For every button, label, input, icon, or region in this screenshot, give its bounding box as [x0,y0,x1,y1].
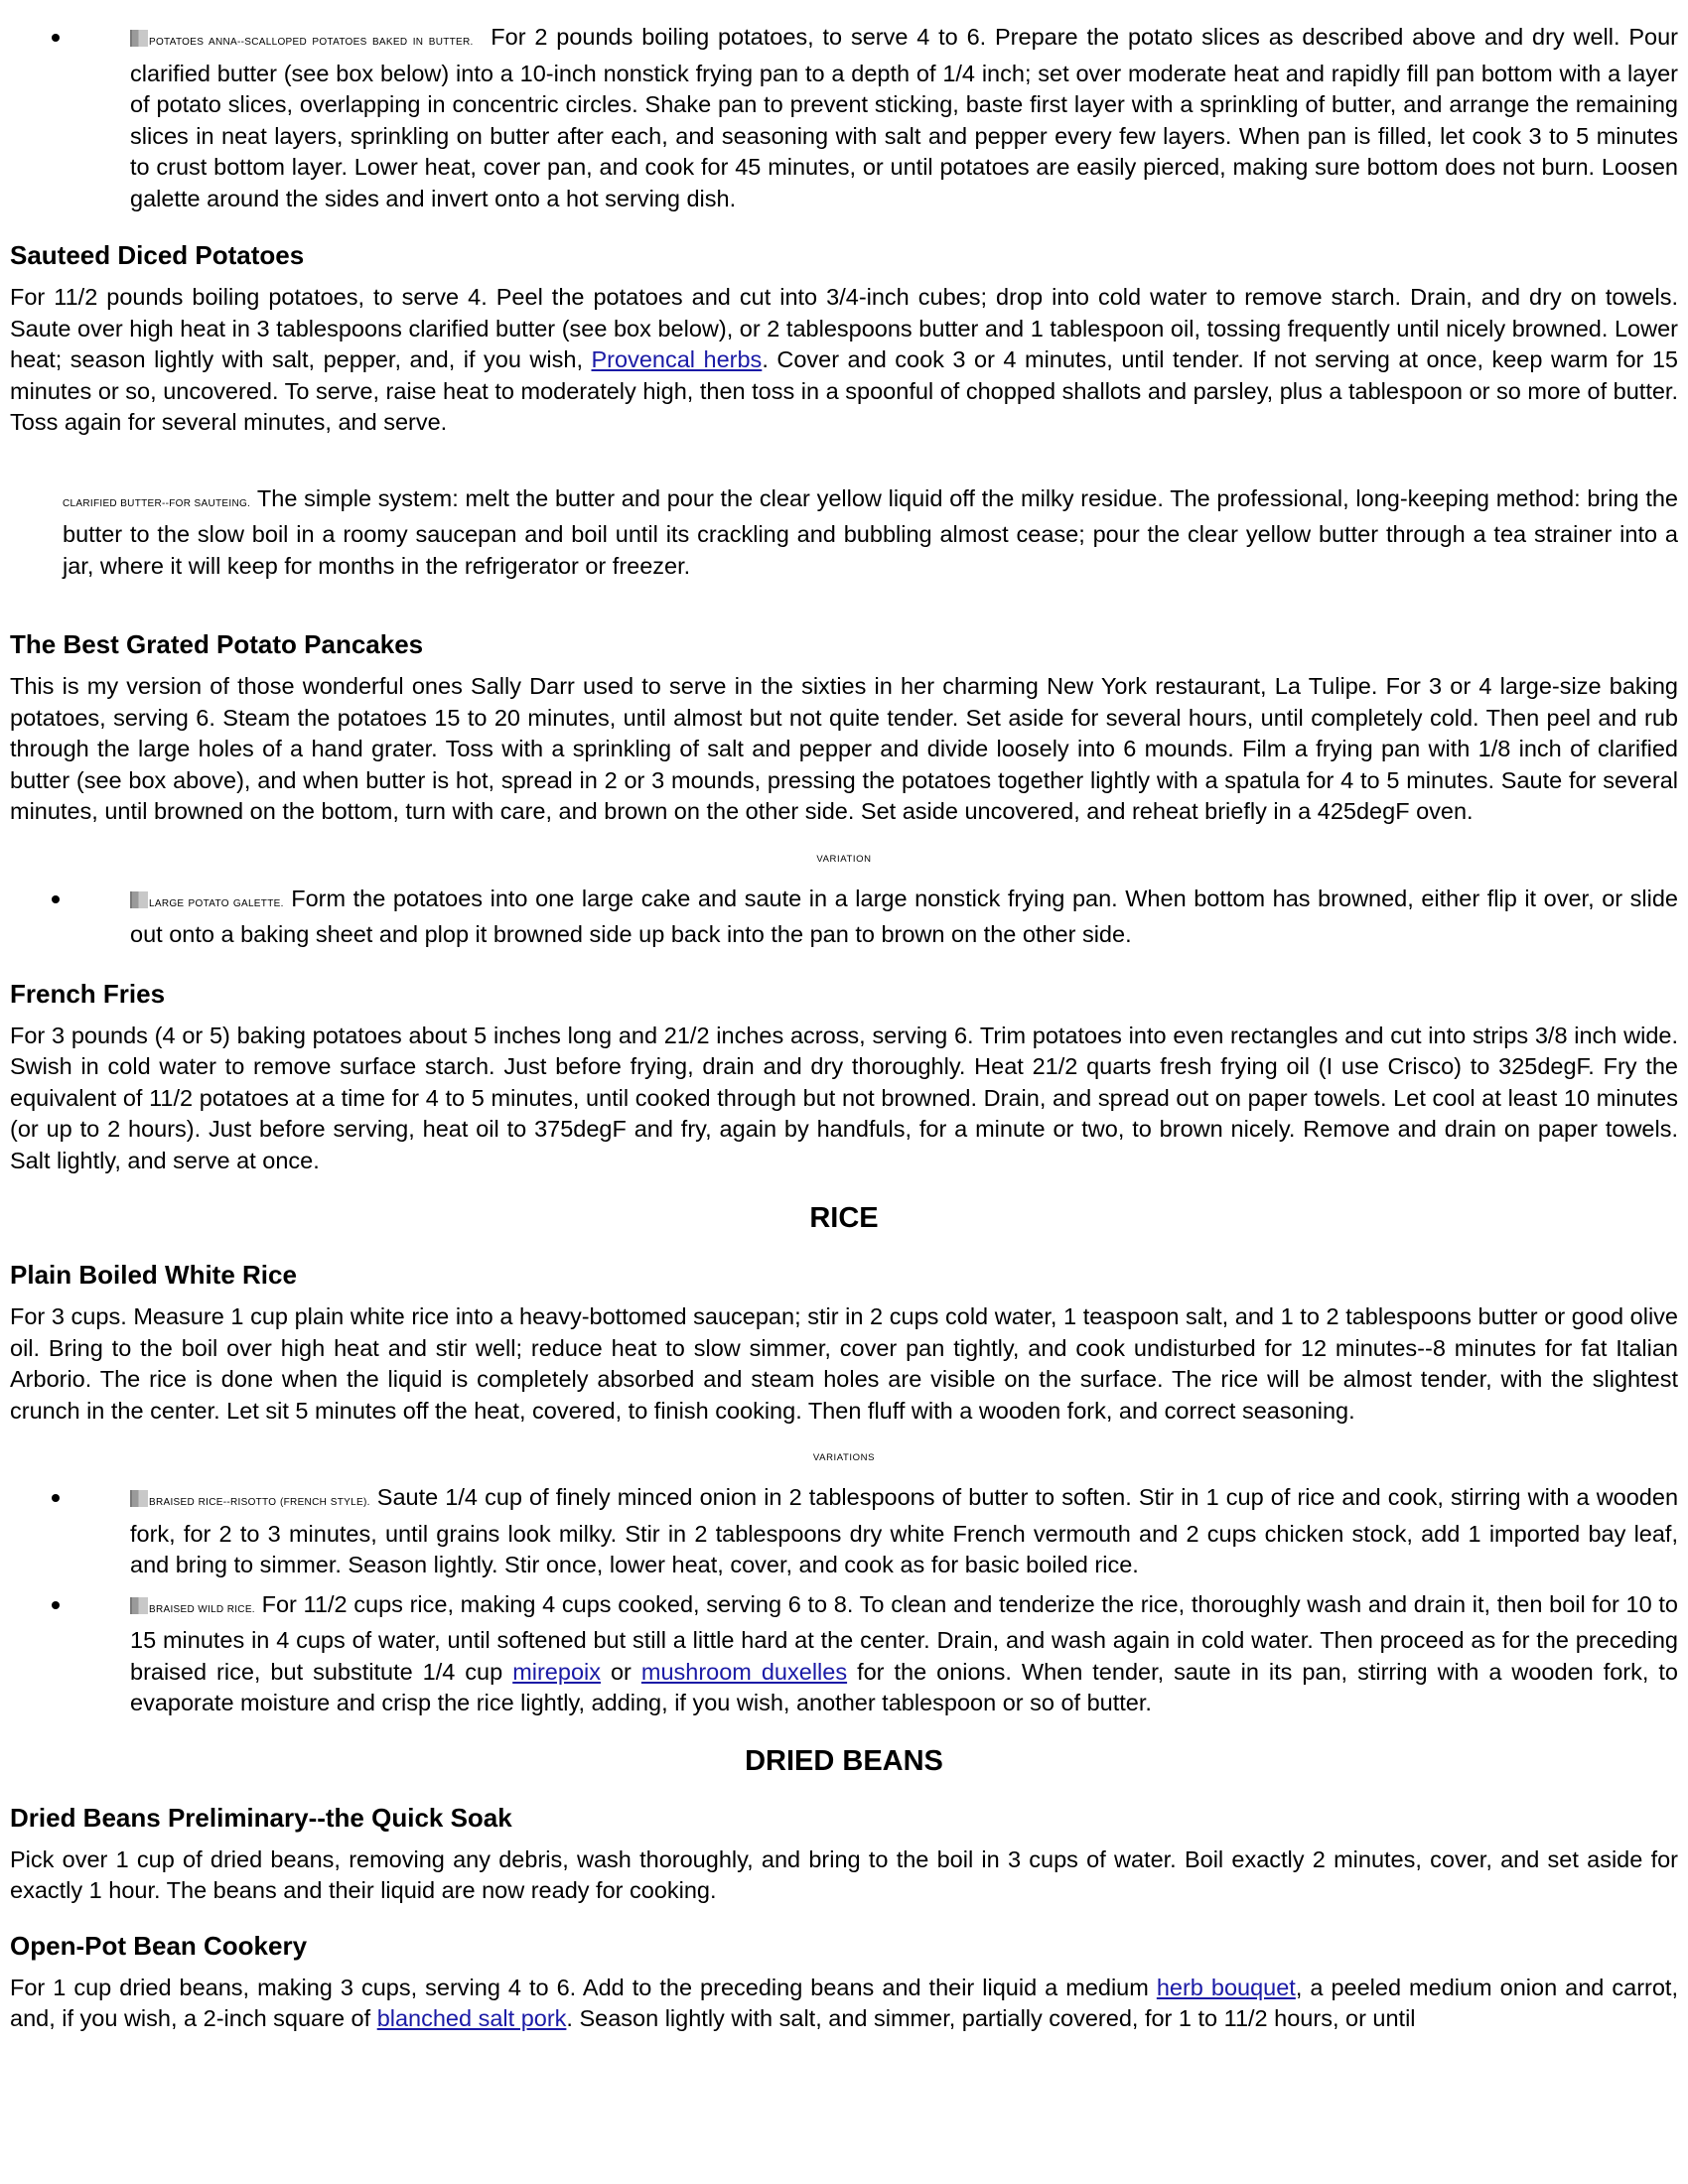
paragraph-text: Form the potatoes into one large cake and saute in a large nonstick frying pan. When bottom has browned, either flip it over, or slide out onto a baking sheet and plop it browned side up back into the pan to brown on the other side. [130,885,1678,947]
paragraph-text: The simple system: melt the butter and pour the clear yellow liquid off the milky residue. The professional, long-keeping method: bring the butter to the slow boil in a roomy saucepan and boil until its crackling and bubbling almost cease; pour the clear yellow butter through a tea strainer into a jar, where it will keep for months in the refrigerator or freezer. [63,484,1679,579]
paragraph-text: For 1 cup dried beans, making 3 cups, serving 4 to 6. Add to the preceding beans and their liquid a medium [10,1974,1149,2000]
paragraph-text: . Cover and cook 3 or 4 minutes, until tender. If not serving at once, keep warm for 15 minutes or so, uncovered. To serve, raise heat to moderately high, then toss in a spoonful of chopped shallots and parsley, plus a tablespoon or so more of butter. Toss again for several minutes, and serve. [10,346,1678,435]
section-heading: RICE [809,1202,879,1234]
mushroom-duxelles-link[interactable]: mushroom duxelles [640,1658,848,1685]
paragraph-text: For 11/2 pounds boiling potatoes, to serve 4. Peel the potatoes and cut into 3/4-inch cubes; drop into cold water to remove starch. Drain, and dry on towels. Saute over high heat in 3 tablespoons clarified butter (see box below), or 2 tablespoons butter and 1 tablespoon oil, tossing frequently until nicely browned. Lower heat; season lightly with salt, pepper, and, if you wish, [10,284,1678,372]
list-item [10,22,1678,214]
fries-paragraph: For 3 pounds (4 or 5) baking potatoes about 5 inches long and 21/2 inches across, serving 6. Trim potatoes into even rectangles and cut into strips 3/8 inch wide. Swish in cold water to remove surface starch. Just before frying, drain and dry thoroughly. Heat 21/2 quarts fresh frying oil (I use Crisco) to 325degF. Fry the equivalent of 11/2 potatoes at a time for 4 to 5 minutes, until cooked through but not browned. Drain, and spread out on paper towels. Let cool at least 10 minutes (or up to 2 hours). Just before serving, heat oil to 375degF and fry, again by handfuls, for a minute or two, to brown nicely. Remove and drain on paper towels. Salt lightly, and serve at once. [10,1022,1678,1173]
recipe-title: French Fries [10,978,166,1009]
clarified-butter-paragraph [63,483,1678,583]
galette-paragraph [130,884,1678,951]
paragraph-text: Saute 1/4 cup of finely minced onion in 2 tablespoons of butter to soften. Stir in 1 cup of rice and cook, stirring with a wooden fork, for 2 to 3 minutes, until grains look milky. Stir in 2 tablespoons dry white French vermouth and 2 cups chicken stock, add 1 imported bay leaf, and bring to simmer. Season lightly. Stir once, lower heat, cover, and cook as for basic boiled rice. [130,1484,1679,1577]
pancakes-paragraph: This is my version of those wonderful ones Sally Darr used to serve in the sixties in her charming New York restaurant, La Tulipe. For 3 or 4 large-size baking potatoes, serving 6. Steam the potatoes 15 to 20 minutes, until almost but not quite tender. Set aside for several hours, until completely cold. Then peel and rub through the large holes of a hand grater. Toss with a sprinkling of salt and pepper and divide loosely into 6 mounds. Film a frying pan with 1/8 inch of clarified butter (see box above), and when butter is hot, spread in 2 or 3 mounds, pressing the potatoes together lightly with a spatula for 4 to 5 minutes. Saute for several minutes, until browned on the bottom, turn with care, and brown on the other side. Set aside uncovered, and reheat briefly in a 425degF oven. [10,673,1678,824]
image-placeholder-icon [130,891,148,908]
recipe-title: Sauteed Diced Potatoes [10,240,305,270]
variation-heading: VARIATION [816,853,872,865]
image-placeholder-icon [130,1597,148,1614]
paragraph-text: For 11/2 cups rice, making 4 cups cooked, serving 6 to 8. To clean and tenderize the rice, thoroughly wash and drain it, then boil for 10 to 15 minutes in 4 cups of water, until softened but still a little hard at the center. Drain, and wash again in cold water. Then proceed as for the preceding braised rice, but substitute 1/4 cup [130,1590,1678,1685]
paragraph-text: . Season lightly with salt, and simmer, partially covered, for 1 to 11/2 hours, or until [566,2005,1416,2031]
wild-rice-paragraph [130,1589,1678,1719]
image-placeholder-icon [130,30,148,47]
provencal-herbs-link[interactable]: Provencal herbs [591,346,763,372]
variation-label: BRAISED WILD RICE. [149,1603,255,1615]
image-placeholder-icon [130,1490,148,1507]
variations-heading: VARIATIONS [812,1452,876,1463]
recipe-title: Open-Pot Bean Cookery [10,1930,308,1961]
list-item [10,1589,1678,1719]
anna-variation-list [10,22,1678,214]
anna-paragraph [130,22,1678,214]
recipe-title: The Best Grated Potato Pancakes [10,629,424,659]
paragraph-text: For 2 pounds boiling potatoes, to serve 4 to 6. Prepare the potato slices as described above and dry well. Pour clarified butter (see box below) into a 10-inch nonstick frying pan to a depth of 1/4 inch; set over moderate heat and rapidly fill pan bottom with a layer of potato slices, overlapping in concentric circles. Shake pan to prevent sticking, baste first layer with a sprinkling of butter, and arrange the remaining slices in neat layers, sprinkling on butter after each, and seasoning with salt and pepper every few layers. When pan is filled, let cook 3 to 5 minutes to crust bottom layer. Lower heat, cover pan, and cook for 45 minutes, or until potatoes are easily pierced, making sure bottom does not burn. Loosen galette around the sides and invert onto a hot serving dish. [130,24,1678,211]
variation-label: POTATOES ANNA--SCALLOPED POTATOES BAKED IN BUTTER. [149,37,474,48]
open-pot-paragraph [10,1973,1678,2035]
paragraph-text: or [610,1658,632,1685]
box-label: CLARIFIED BUTTER--FOR SAUTEING. [63,497,251,509]
variation-label: BRAISED RICE--RISOTTO (FRENCH STYLE). [149,1497,370,1508]
mirepoix-link[interactable]: mirepoix [512,1658,601,1685]
quick-soak-paragraph: Pick over 1 cup of dried beans, removing any debris, wash thoroughly, and bring to the boil in 3 cups of water. Boil exactly 2 minutes, cover, and set aside for exactly 1 hour. The beans and their liquid are now ready for cooking. [10,1845,1678,1903]
sauteed-paragraph [10,282,1678,439]
clarified-butter-box [10,483,1678,583]
recipe-title: Plain Boiled White Rice [10,1260,297,1290]
rice-variation-list [10,1482,1678,1719]
section-heading: DRIED BEANS [745,1744,943,1777]
herb-bouquet-link[interactable]: herb bouquet [1156,1974,1296,2000]
blanched-salt-pork-link[interactable]: blanched salt pork [376,2005,567,2031]
pancake-variation-list [10,884,1678,951]
rice-paragraph: For 3 cups. Measure 1 cup plain white rice into a heavy-bottomed saucepan; stir in 2 cups cold water, 1 teaspoon salt, and 1 to 2 tablespoons butter or good olive oil. Bring to the boil over high heat and stir well; reduce heat to slow simmer, cover pan tightly, and cook undisturbed for 12 minutes--8 minutes for fat Italian Arborio. The rice is done when the liquid is completely absorbed and steam holes are visible on the surface. The rice will be almost tender, with the slightest crunch in the center. Let sit 5 minutes off the heat, covered, to finish cooking. Then fluff with a wooden fork, and correct seasoning. [10,1303,1678,1424]
paragraph-text: for the onions. When tender, saute in its pan, stirring with a wooden fork, to evaporate moisture and crisp the rice lightly, adding, if you wish, another tablespoon or so of butter. [130,1658,1678,1715]
recipe-title: Dried Beans Preliminary--the Quick Soak [10,1802,512,1833]
variation-label: LARGE POTATO GALETTE. [149,897,284,909]
braised-rice-paragraph [130,1482,1678,1581]
list-item [10,884,1678,951]
list-item [10,1482,1678,1581]
paragraph-text: , a peeled medium onion and carrot, and, if you wish, a 2-inch square of [10,1974,1678,2031]
